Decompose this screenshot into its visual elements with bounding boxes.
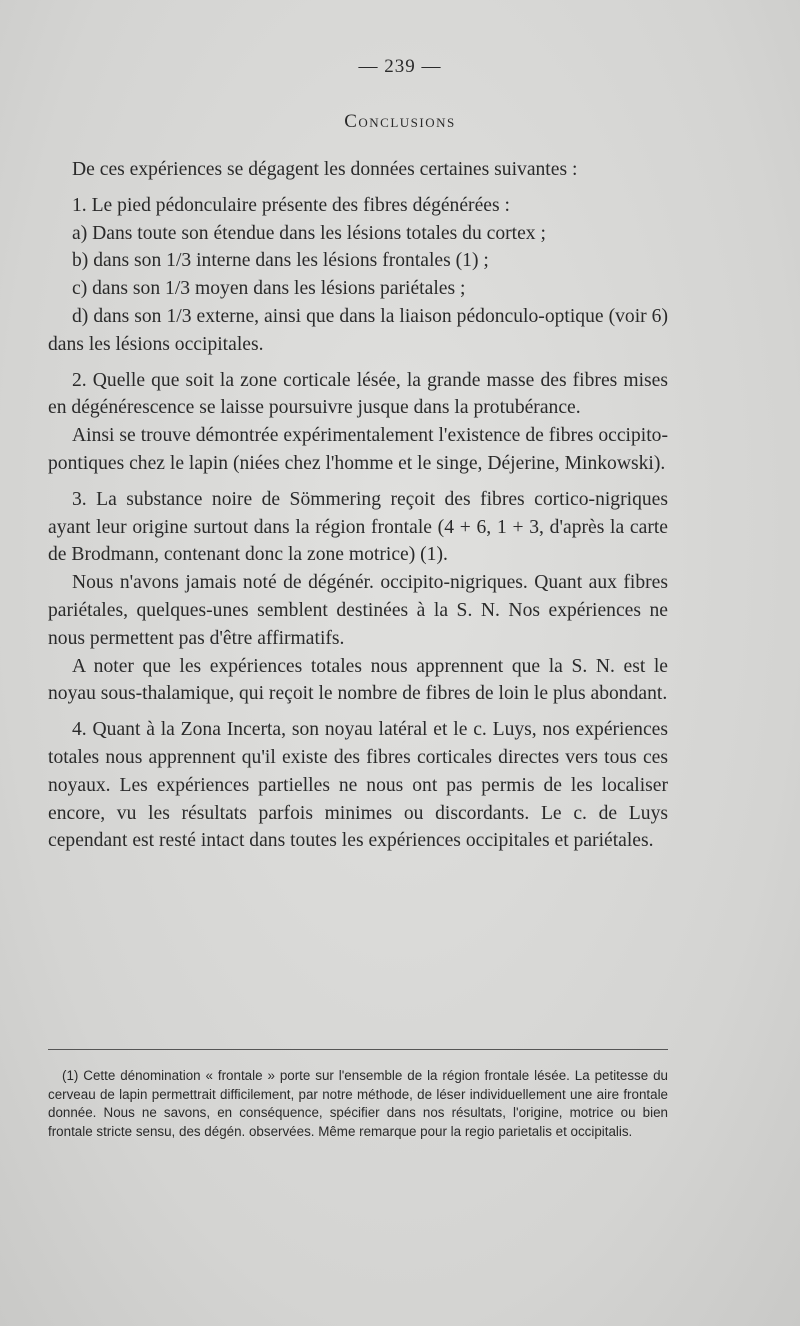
- paragraph: A noter que les expériences totales nous apprennent que la S. N. est le noyau sous-thalamique, qui reçoit le nombre de fibres de loin le plus abondant.: [48, 655, 668, 705]
- footnote-text: (1) Cette dénomination « frontale » porte sur l'ensemble de la région frontale lésée. La petitesse du cerveau de lapin permettrait difficilement, par notre méthode, de léser individuellement une aire frontale donnée. Nous ne savons, en conséquence, spécifier dans nos résultats, l'origine, motrice ou bien frontale stricte sensu, des dégén. observées. Même remarque pour la regio parietalis et occipitalis.: [48, 1068, 668, 1139]
- paragraph: De ces expériences se dégagent les données certaines suivantes :: [72, 159, 578, 180]
- paragraph: 3. La substance noire de Sömmering reçoit des fibres cortico-nigriques ayant leur origine surtout dans la région frontale (4 + 6, 1 + 3, d'après la carte de Brodmann, contenant donc la zone motrice) (1).: [48, 488, 668, 566]
- page-number: — 239 —: [358, 56, 442, 77]
- footnote: [48, 1067, 668, 1141]
- paragraph: Ainsi se trouve démontrée expérimentalement l'existence de fibres occipito-pontiques chez le lapin (niées chez l'homme et le singe, Déjerine, Minkowski).: [48, 425, 668, 474]
- paragraph: 2. Quelle que soit la zone corticale lésée, la grande masse des fibres mises en dégénérescence se laisse poursuivre jusque dans la protubérance.: [48, 369, 668, 419]
- paragraph: c) dans son 1/3 moyen dans les lésions pariétales ;: [72, 278, 466, 300]
- paragraph: a) Dans toute son étendue dans les lésions totales du cortex ;: [72, 222, 546, 244]
- paragraph: 1. Le pied pédonculaire présente des fibres dégénérées :: [72, 194, 510, 216]
- section-title: Conclusions: [344, 111, 456, 132]
- paragraph: d) dans son 1/3 externe, ainsi que dans la liaison pédonculo-optique (voir 6) dans les lésions occipitales.: [48, 305, 668, 355]
- paragraph: 4. Quant à la Zona Incerta, son noyau latéral et le c. Luys, nos expériences totales nous apprennent qu'il existe des fibres corticales directes vers tous ces noyaux. Les expériences partielles ne nous ont pas permis de les localiser encore, vu les résultats parfois minimes ou discordants. Le c. de Luys cependant est resté intact dans toutes les expériences occipitales et pariétales.: [48, 719, 668, 852]
- body-text: [48, 156, 668, 855]
- paragraph: Nous n'avons jamais noté de dégénér. occipito-nigriques. Quant aux fibres pariétales, quelques-unes semblent destinées à la S. N. Nos expériences ne nous permettent pas d'être affirmatifs.: [48, 572, 668, 649]
- paragraph: b) dans son 1/3 interne dans les lésions frontales (1) ;: [72, 250, 489, 272]
- footnote-divider: [48, 1049, 668, 1050]
